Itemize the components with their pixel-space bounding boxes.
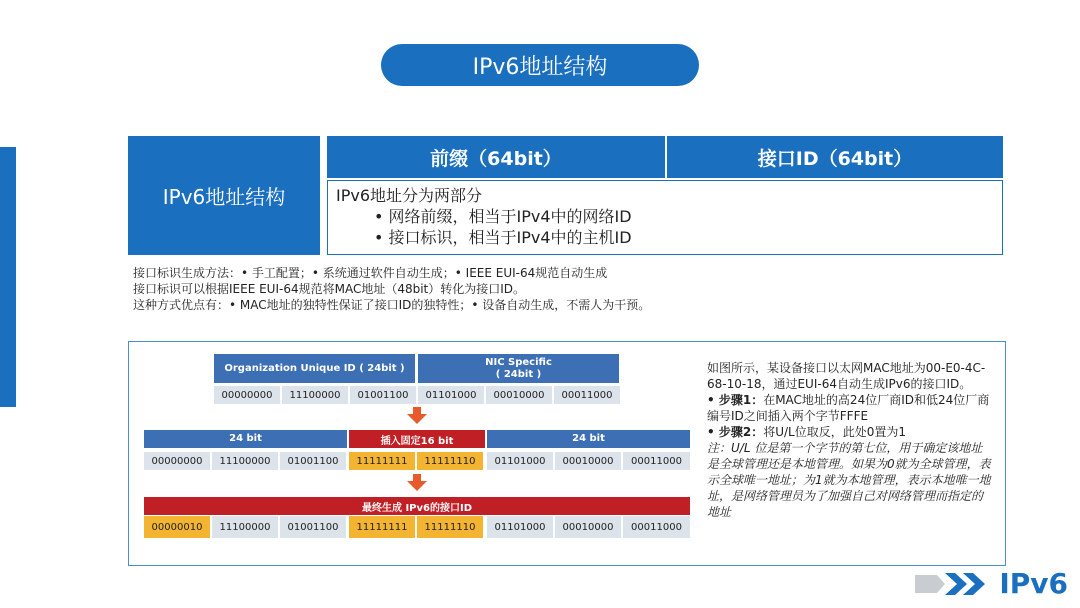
byte-cell-inserted: 11111110 bbox=[417, 516, 483, 538]
oui-header: Organization Unique ID ( 24bit ) bbox=[214, 354, 415, 383]
final-iid-header: 最终生成 IPv6的接口ID bbox=[144, 497, 690, 515]
byte-cell: 01101000 bbox=[487, 516, 553, 538]
byte-cell-inserted: 11111111 bbox=[349, 452, 415, 470]
byte-cell: 01001100 bbox=[280, 516, 346, 538]
mac-byte: 01101000 bbox=[418, 386, 484, 404]
interface-id-header: 接口ID（64bit） bbox=[667, 136, 1003, 178]
left-accent-bar bbox=[0, 147, 16, 407]
note-line: 这种方式优点有：• MAC地址的独特性保证了接口ID的独特性；• 设备自动生成，不需人为干预。 bbox=[133, 298, 651, 312]
byte-cell: 00011000 bbox=[623, 516, 690, 538]
explain-step2 bbox=[707, 424, 992, 440]
desc-bullet: • 网络前缀，相当于IPv4中的网络ID bbox=[374, 207, 632, 226]
byte-cell-inserted: 11111111 bbox=[349, 516, 415, 538]
down-arrow-icon bbox=[407, 414, 427, 424]
brand-logo bbox=[915, 567, 1068, 600]
byte-cell: 01101000 bbox=[487, 452, 553, 470]
note-line: 接口标识可以根据IEEE EUI-64规范将MAC地址（48bit）转化为接口ID。 bbox=[133, 282, 526, 296]
explain-intro: 如图所示，某设备接口以太网MAC地址为00-E0-4C-68-10-18，通过EUI-64自动生成IPv6的接口ID。 bbox=[707, 361, 986, 391]
mac-byte: 00010000 bbox=[486, 386, 552, 404]
step1-label: • 步骤1： bbox=[707, 393, 764, 407]
structure-description bbox=[327, 180, 1003, 255]
mac-byte: 00011000 bbox=[554, 386, 620, 404]
note-line: 接口标识生成方法：• 手工配置；• 系统通过软件自动生成；• IEEE EUI-64规范自动生成 bbox=[133, 266, 608, 280]
byte-cell: 00011000 bbox=[623, 452, 690, 470]
step1-text: 在MAC地址的高24位厂商ID和低24位厂商编号ID之间插入两个字节FFFE bbox=[707, 393, 990, 423]
prefix-header: 前缀（64bit） bbox=[327, 136, 665, 178]
double-chevron-icon bbox=[915, 571, 995, 597]
mac-byte: 01001100 bbox=[350, 386, 416, 404]
byte-cell: 00010000 bbox=[555, 516, 621, 538]
byte-cell-flipped: 00000010 bbox=[144, 516, 210, 538]
nic-header: NIC Specific ( 24bit ) bbox=[418, 354, 619, 383]
insert-fffe-header: 插入固定16 bit bbox=[349, 430, 485, 448]
step2-text: 将U/L位取反，此处0置为1 bbox=[763, 425, 906, 439]
byte-cell: 01001100 bbox=[280, 452, 346, 470]
byte-cell: 00010000 bbox=[555, 452, 621, 470]
desc-line: IPv6地址分为两部分 bbox=[336, 186, 483, 205]
explain-step1 bbox=[707, 392, 992, 424]
desc-bullet: • 接口标识，相当于IPv4中的主机ID bbox=[374, 228, 632, 247]
byte-cell: 11100000 bbox=[212, 516, 278, 538]
structure-left-label: IPv6地址结构 bbox=[128, 136, 320, 255]
byte-cell: 11100000 bbox=[212, 452, 278, 470]
down-arrow-icon bbox=[407, 481, 427, 491]
byte-cell-inserted: 11111110 bbox=[417, 452, 483, 470]
notes-block bbox=[133, 265, 833, 313]
explanation-text bbox=[707, 360, 992, 520]
row2-header-right: 24 bit bbox=[487, 430, 690, 448]
page-title: IPv6地址结构 bbox=[381, 44, 699, 86]
mac-byte: 00000000 bbox=[214, 386, 280, 404]
brand-text: IPv6 bbox=[999, 567, 1068, 600]
mac-byte: 11100000 bbox=[282, 386, 348, 404]
row2-header-left: 24 bit bbox=[144, 430, 347, 448]
step2-label: • 步骤2： bbox=[707, 425, 764, 439]
explain-note: 注：U/L 位是第一个字节的第七位，用于确定该地址是全球管理还是本地管理。如果为0就为全球管理，表示全球唯一地址；为1就为本地管理，表示本地唯一地址，是网络管理员为了加强自己对网络管理而指定的地址 bbox=[707, 441, 991, 519]
byte-cell: 00000000 bbox=[144, 452, 210, 470]
